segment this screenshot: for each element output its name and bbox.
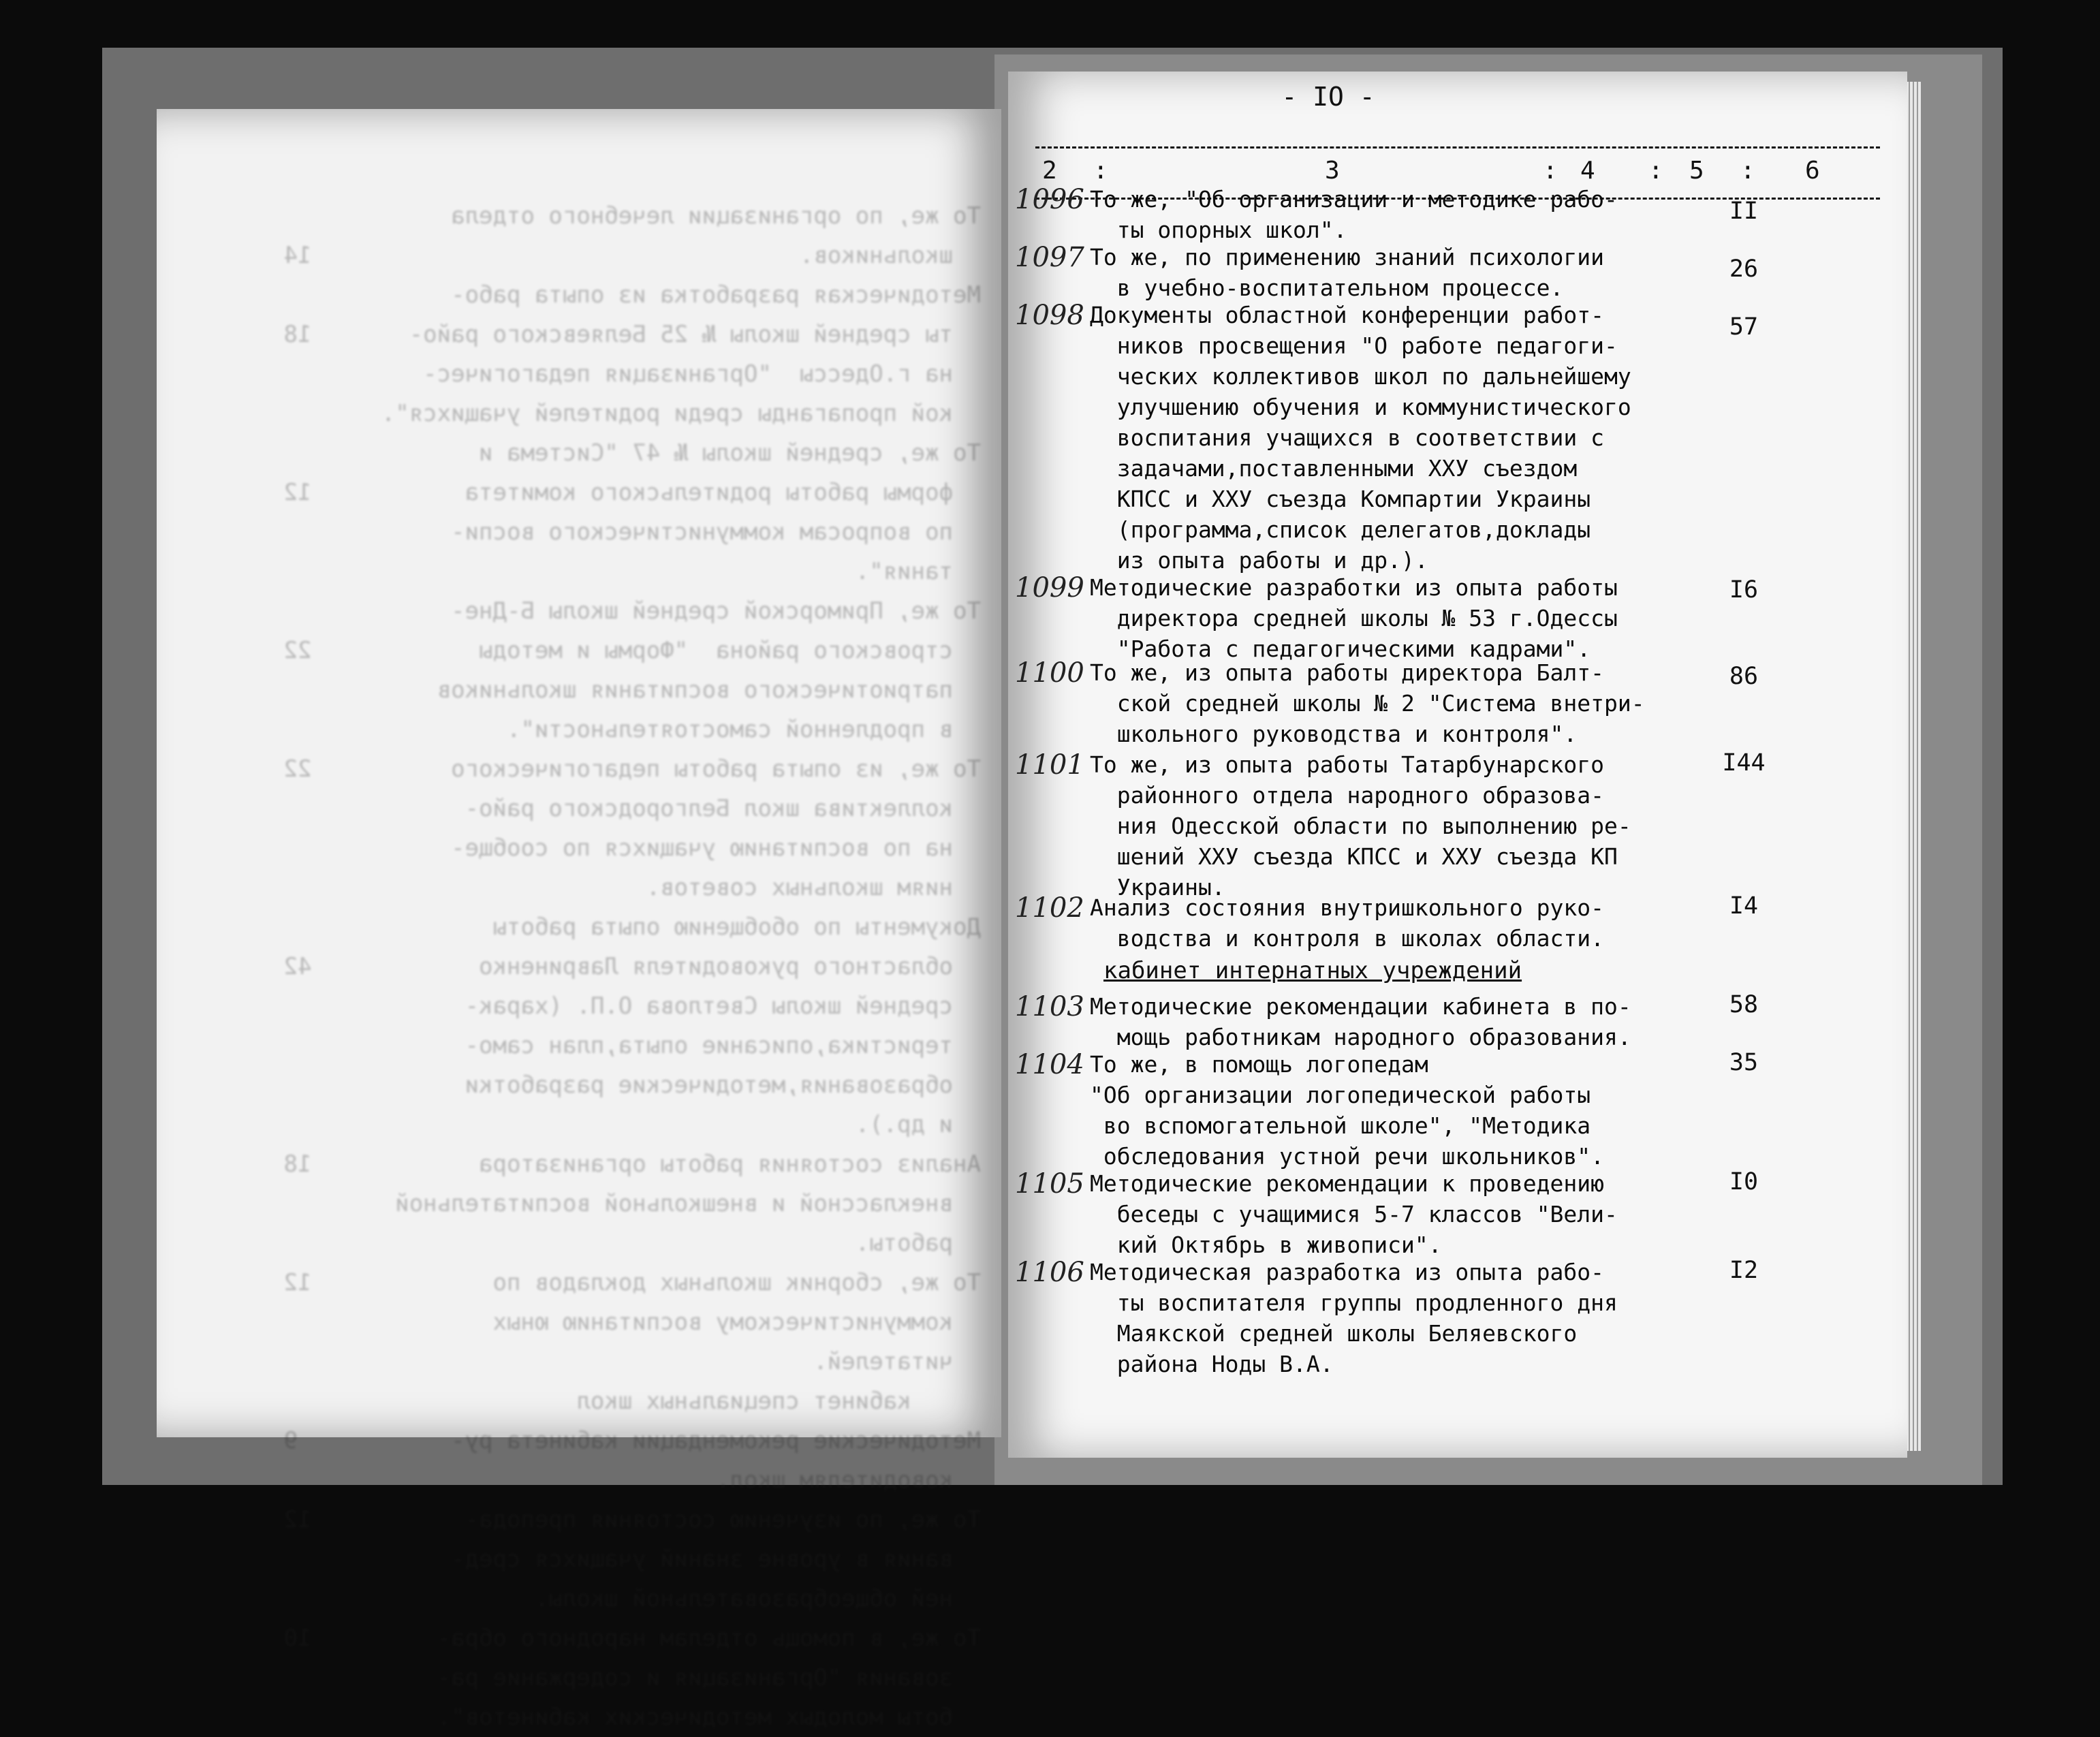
entry-description: То же, из опыта работы директора Балт- ской средней школы № 2 "Система внетри- школьного руководства и контроля". — [1090, 659, 1645, 747]
entry-description: Методические рекомендации кабинета в по- мощь работникам народного образования. — [1090, 993, 1631, 1050]
entry-sheet-count: 58 — [1729, 991, 1759, 1018]
entries-list — [1015, 0, 1894, 1499]
section-heading: кабинет интернатных учреждений — [1103, 957, 1522, 984]
entry-description: То же, из опыта работы Татарбунарского районного отдела народного образова- ния Одесской области по выполнению ре- шений ХХУ съезда КПСС и ХХУ съезда КП Украины. — [1090, 751, 1631, 901]
entry-sheet-count: I4 — [1729, 892, 1759, 920]
entry-number: 1102 — [1015, 892, 1084, 924]
entry-number: 1098 — [1015, 300, 1084, 331]
entry-number: 1106 — [1015, 1257, 1084, 1288]
entry-description: Документы областной конференции работ- ников просвещения "О работе педагоги- ческих коллективов школ по дальнейшему улучшению обучения и коммунистического воспитания учащихся в соответствии с задачами,поставленными ХХУ съездом КПСС и ХХУ съезда Компартии Украины (программа,список делегатов,доклады из опыта работы и др.). — [1090, 302, 1631, 574]
entry-sheet-count: 86 — [1729, 663, 1759, 690]
column-separator: : — [1648, 157, 1663, 185]
column-separator: : — [1093, 157, 1108, 185]
entry-sheet-count: 35 — [1729, 1049, 1759, 1076]
page-number: - IO - — [1281, 82, 1375, 112]
entry-description: То же, по применению знаний психологии в учебно-воспитательном процессе. — [1090, 244, 1604, 301]
left-page-bleedthrough: То же, по организации лечебного отдела школьников. 14 Методическая разработка из опыта рабо- ты средней школы № 25 Беляевского райо- 18 на г.Одессы "Организация педагогичес- кой пропаганды среди родителей учащихся". То же, средней школы № 47 "Система и формы работы родительского комитета 12 по вопросам коммунистического воспи- тания". То же, Приморской средней школы Б-Дне- стровского района "Формы и методы 22 патриотического воспитания школьников в продленной самостоятельности". То же, из опыта работы педагогического 22 коллектива школ Белгородского райо- на по воспитанию учащихся по сообще- ниям школьных советов. Документы по обобщению опыта работы областного руководителя Лавриненко 42 средней школы Светлова О.П. (харак- теристика,описание опыта,план само- образования,методические разработки и др.). Анализ состояния работы организатора 18 внеклассной и внешкольной воспитательной работы. То же, сборник школьных докладов по 12 коммунистическому воспитанию юных читателей. кабинет специальных школ Методические рекомендации кабинета ру- 9 ководителям школ. То же, по изучению состояния препода- 12 вания в уровне знаний учащихся сред- ней общеобразовательной школы. То же, в помощь отделам народного обра- 10 зования "Организация и содержание ра- боты молодых методических кабинетов". — [283, 202, 981, 1731]
column-header-6: 6 — [1805, 157, 1820, 185]
column-separator: : — [1740, 157, 1755, 185]
entry-description: Анализ состояния внутришкольного руко- водства и контроля в школах области. — [1090, 894, 1604, 952]
entry-sheet-count: II — [1729, 198, 1759, 225]
column-header-4: 4 — [1580, 157, 1595, 185]
entry-sheet-count: I2 — [1729, 1257, 1759, 1284]
entry-number: 1103 — [1015, 991, 1084, 1022]
entry-description: Методические разработки из опыта работы директора средней школы № 53 г.Одессы "Работа с педагогическими кадрами". — [1090, 574, 1618, 662]
entry-sheet-count: 26 — [1729, 255, 1759, 283]
entry-number: 1101 — [1015, 749, 1084, 781]
entry-number: 1104 — [1015, 1049, 1084, 1080]
entry-description: Методическая разработка из опыта рабо- ты воспитателя группы продленного дня Маякской средней школы Беляевского района Ноды В.А. — [1090, 1259, 1618, 1377]
entry-number: 1105 — [1015, 1168, 1084, 1200]
entry-number: 1100 — [1015, 657, 1084, 689]
column-header-5: 5 — [1689, 157, 1704, 185]
column-separator: : — [1543, 157, 1558, 185]
entry-sheet-count: I0 — [1729, 1168, 1759, 1195]
entry-description: Методические рекомендации к проведению беседы с учащимися 5-7 классов "Вели- кий Октябрь в живописи". — [1090, 1170, 1618, 1258]
entry-number: 1097 — [1015, 242, 1084, 273]
entry-description: То же, в помощь логопедам "Об организации логопедической работы во вспомогательной школе", "Методика обследования устной речи школьников". — [1090, 1051, 1604, 1170]
entry-number: 1099 — [1015, 572, 1084, 604]
entry-sheet-count: I6 — [1729, 576, 1759, 604]
entry-sheet-count: I44 — [1722, 749, 1766, 777]
entry-number: 1096 — [1015, 184, 1084, 215]
entry-sheet-count: 57 — [1729, 313, 1759, 341]
entry-description: То же, "Об организации и методике рабо- ты опорных школ". — [1090, 186, 1618, 243]
column-header-2: 2 — [1042, 157, 1057, 185]
column-header-3: 3 — [1325, 157, 1340, 185]
